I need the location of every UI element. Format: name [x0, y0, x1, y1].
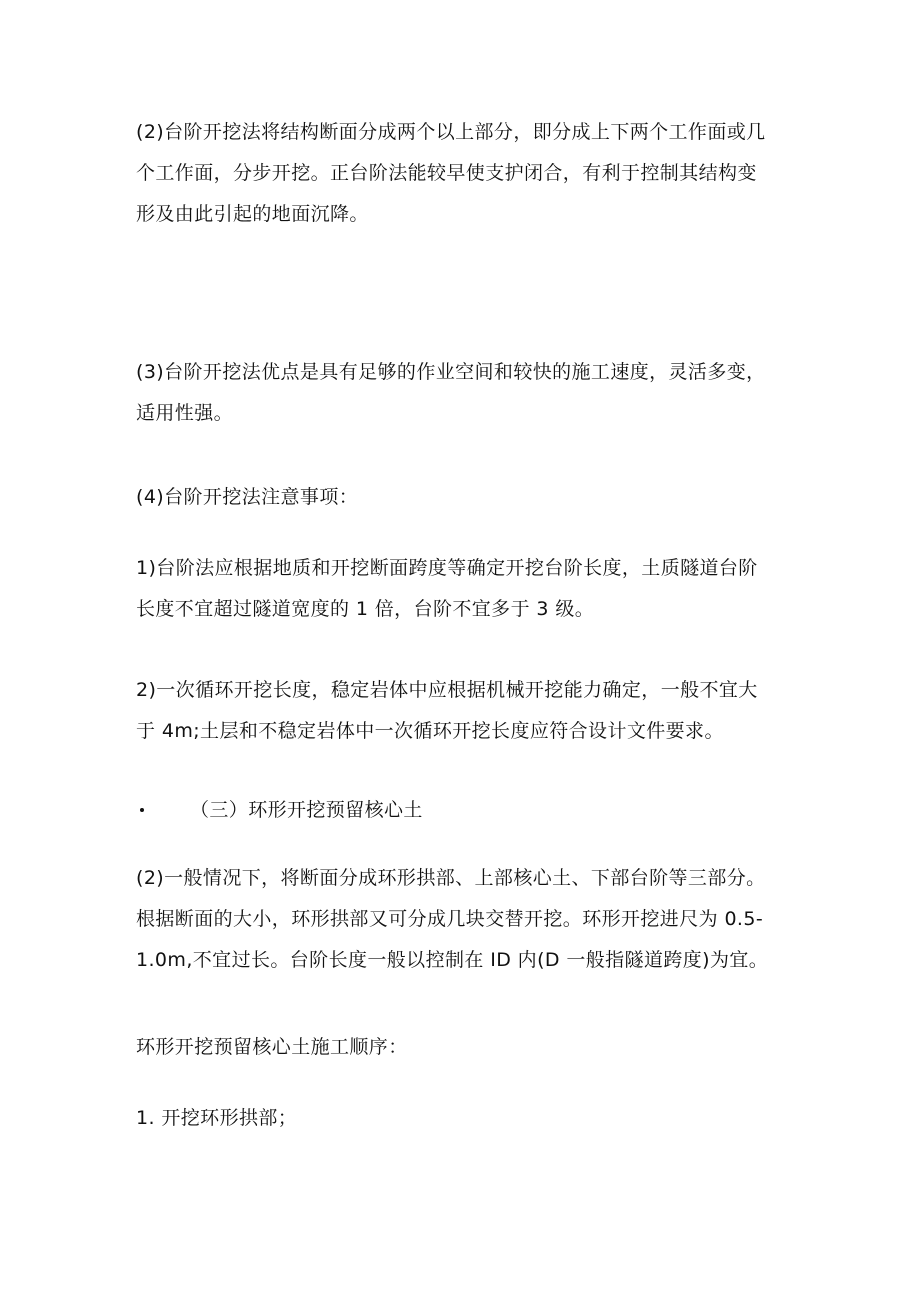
text-line: 1. 开挖环形拱部；	[136, 1107, 298, 1129]
text-line: 2)一次循环开挖长度，稳定岩体中应根据机械开挖能力确定，一般不宜大	[136, 679, 758, 701]
text-line: 长度不宜超过隧道宽度的 1 倍，台阶不宜多于 3 级。	[136, 598, 595, 620]
paragraph-bench-method-notes-heading	[136, 477, 796, 518]
paragraph-bench-method-definition	[136, 112, 796, 235]
text-line: 适用性强。	[136, 402, 234, 424]
paragraph-bench-method-advantages	[136, 352, 796, 434]
paragraph-note-1	[136, 548, 796, 630]
text-line: 1.0m,不宜过长。台阶长度一般以控制在 ID 内(D 一般指隧道跨度)为宜。	[136, 949, 769, 971]
text-line: (2)一般情况下，将断面分成环形拱部、上部核心土、下部台阶等三部分。	[136, 867, 766, 889]
text-line: (2)台阶开挖法将结构断面分成两个以上部分，即分成上下两个工作面或几	[136, 121, 766, 143]
section-heading-text: （三）环形开挖预留核心土	[190, 799, 423, 821]
text-line: 个工作面，分步开挖。正台阶法能较早使支护闭合，有利于控制其结构变	[136, 162, 757, 184]
text-line: 环形开挖预留核心土施工顺序：	[136, 1036, 408, 1058]
section-heading-ring-excavation	[136, 790, 796, 831]
text-line: 1)台阶法应根据地质和开挖断面跨度等确定开挖台阶长度，土质隧道台阶	[136, 557, 758, 579]
paragraph-note-2	[136, 670, 796, 752]
paragraph-sequence-step-1	[136, 1098, 796, 1139]
bullet-icon	[140, 808, 144, 812]
text-line: 于 4m;土层和不稳定岩体中一次循环开挖长度应符合设计文件要求。	[136, 720, 724, 742]
paragraph-ring-excavation-description	[136, 858, 796, 981]
text-line: (4)台阶开挖法注意事项：	[136, 486, 359, 508]
text-line: 形及由此引起的地面沉降。	[136, 203, 369, 225]
text-line: 根据断面的大小，环形拱部又可分成几块交替开挖。环形开挖进尺为 0.5-	[136, 908, 764, 930]
text-line: (3)台阶开挖法优点是具有足够的作业空间和较快的施工速度，灵活多变，	[136, 361, 766, 383]
paragraph-construction-sequence-heading	[136, 1027, 796, 1068]
